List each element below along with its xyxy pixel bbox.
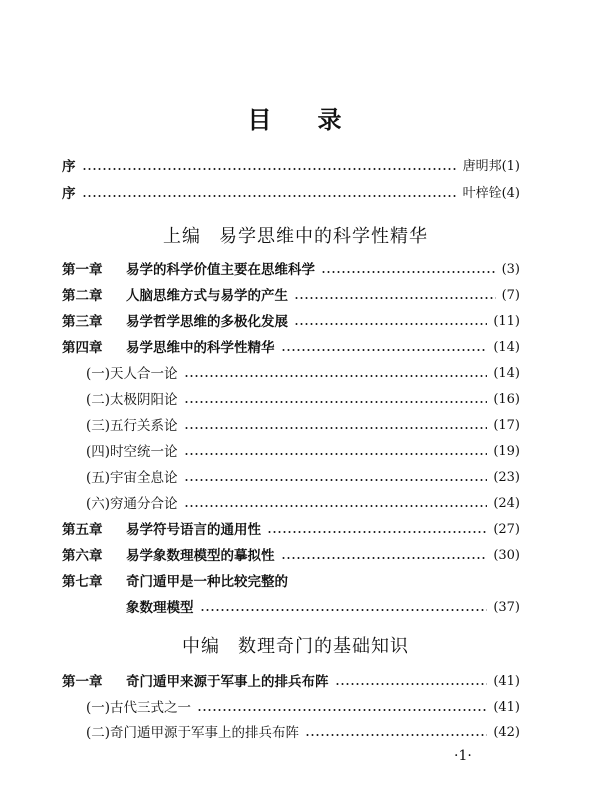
toc-chapter[interactable] [62,545,520,567]
part-title: 数理奇门的基础知识 [238,636,409,657]
part-title: 易学思维中的科学性精华 [219,226,428,247]
toc-section[interactable] [86,363,520,385]
chapter-title-cont: 象数理模型 [126,600,194,616]
leader-dots [82,168,457,170]
section-title: (五)宇宙全息论 [86,470,178,486]
toc-section[interactable] [86,415,520,437]
leader-dots [184,505,488,507]
section-title: (三)五行关系论 [86,418,178,434]
toc-section[interactable] [86,697,520,719]
leader-dots [184,401,488,403]
section-title: (四)时空统一论 [86,444,178,460]
toc-chapter[interactable] [62,285,520,307]
leader-dots [305,734,487,736]
page-number: (11) [493,314,520,329]
page-number: (41) [493,700,520,715]
toc-preface-1[interactable] [62,156,520,178]
toc-section[interactable] [86,493,520,515]
chapter-number: 第二章 [62,288,103,304]
page-number: (41) [493,674,520,689]
preface-label: 序 [62,186,76,202]
section-title: (一)古代三式之一 [86,700,192,716]
toc-chapter[interactable] [62,337,520,359]
page-number: (16) [493,392,520,407]
leader-dots [281,557,488,559]
chapter-title: 易学哲学思维的多极化发展 [126,314,288,330]
chapter-number: 第一章 [62,262,103,278]
preface-author-page: 叶梓铨(4) [462,186,520,201]
page-number: (3) [501,262,520,277]
page-number: (7) [501,288,520,303]
chapter-number: 第一章 [62,674,103,690]
page-folio: ·1· [454,748,472,764]
toc-chapter[interactable] [62,311,520,333]
chapter-title: 奇门遁甲来源于军事上的排兵布阵 [126,674,329,690]
page-number: (17) [493,418,520,433]
chapter-number: 第四章 [62,340,103,356]
toc-preface-2[interactable] [62,183,520,205]
page-number: (42) [493,725,520,740]
section-title: (二)太极阴阳论 [86,392,178,408]
leader-dots [184,453,488,455]
leader-dots [321,271,496,273]
section-title: (一)天人合一论 [86,366,178,382]
chapter-number: 第五章 [62,522,103,538]
leader-dots [281,349,488,351]
chapter-title: 易学符号语言的通用性 [126,522,261,538]
part-label: 中编 [182,636,220,657]
leader-dots [294,297,496,299]
page-number: (27) [493,522,520,537]
preface-label: 序 [62,159,76,175]
chapter-number: 第六章 [62,548,103,564]
chapter-title: 人脑思维方式与易学的产生 [126,288,288,304]
leader-dots [184,479,488,481]
page-number: (24) [493,496,520,511]
part-label: 上编 [163,226,201,247]
page-number: (37) [493,600,520,615]
part-heading-2 [0,632,591,658]
page-number: (14) [493,366,520,381]
part-heading-1 [0,222,591,248]
leader-dots [294,323,487,325]
toc-section[interactable] [86,467,520,489]
page-number: (23) [493,470,520,485]
toc-chapter[interactable] [62,519,520,541]
toc-chapter[interactable] [62,259,520,281]
toc-section[interactable] [86,441,520,463]
chapter-title: 奇门遁甲是一种比较完整的 [126,574,288,590]
leader-dots [184,427,488,429]
toc-section[interactable] [86,722,520,744]
title-char-1: 目 [247,106,274,134]
toc-chapter[interactable] [62,571,520,593]
page-number: (19) [493,444,520,459]
chapter-number: 第三章 [62,314,103,330]
chapter-title: 易学的科学价值主要在思维科学 [126,262,315,278]
section-title: (二)奇门遁甲源于军事上的排兵布阵 [86,725,300,741]
page-number: (14) [493,340,520,355]
toc-section[interactable] [86,389,520,411]
section-title: (六)穷通分合论 [86,496,178,512]
page-number: (30) [493,548,520,563]
chapter-number: 第七章 [62,574,103,590]
chapter-title: 易学思维中的科学性精华 [126,340,275,356]
leader-dots [267,531,487,533]
leader-dots [200,609,488,611]
leader-dots [335,683,488,685]
preface-author-page: 唐明邦(1) [462,159,520,174]
leader-dots [197,709,487,711]
toc-chapter-continuation[interactable] [126,597,520,619]
title-char-2: 录 [317,106,344,134]
leader-dots [184,375,488,377]
page-title [0,100,591,135]
toc-chapter[interactable] [62,671,520,693]
leader-dots [82,195,457,197]
chapter-title: 易学象数理模型的摹拟性 [126,548,275,564]
